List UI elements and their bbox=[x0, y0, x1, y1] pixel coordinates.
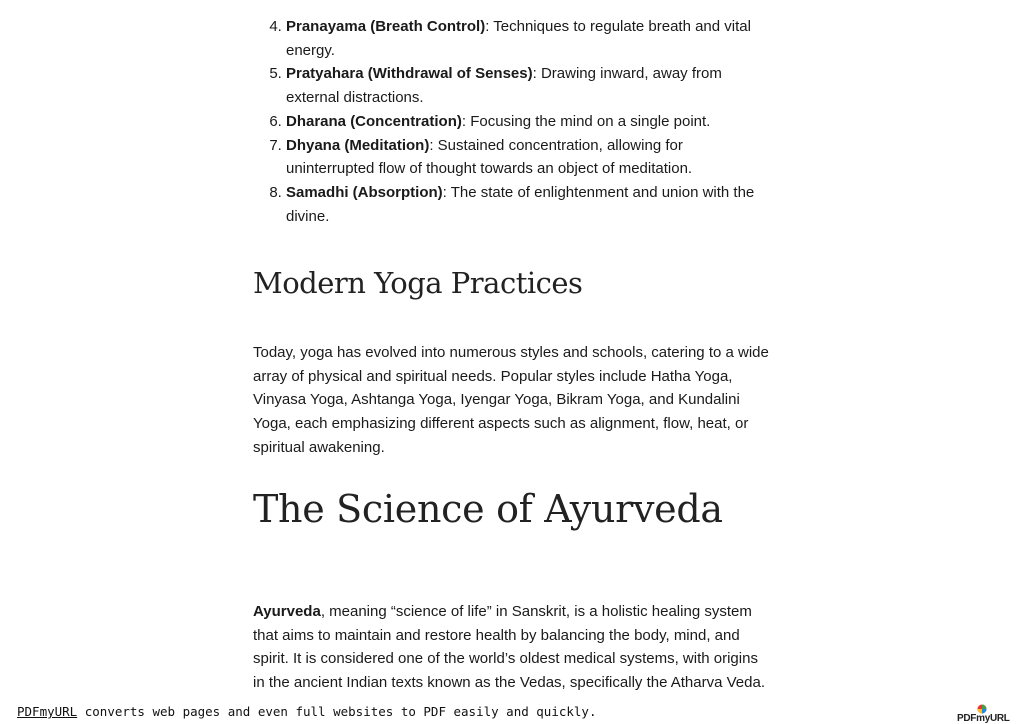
list-item bbox=[286, 134, 773, 181]
list-item-term: Samadhi (Absorption) bbox=[286, 183, 443, 201]
list-item-description: : Techniques to regulate breath and vital energy. bbox=[286, 18, 751, 59]
modern-yoga-paragraph: Today, yoga has evolved into numerous styles and schools, catering to a wide array of physical and spiritual needs. Popular styles include Hatha Yoga, Vinyasa Yoga, Ashtanga Yoga, Iyengar Yoga, Bikram Yoga, and Kundalini Yoga, each emphasizing different aspects such as alignment, flow, heat, or spiritual awakening. bbox=[253, 344, 769, 456]
footer-text: converts web pages and even full websites to PDF easily and quickly. bbox=[77, 704, 597, 719]
list-item-description: : Sustained concentration, allowing for uninterrupted flow of thought towards an object of meditation. bbox=[286, 136, 693, 178]
list-item-term: Dharana (Concentration) bbox=[286, 112, 462, 130]
logo-text: PDFmyURL bbox=[957, 713, 1010, 724]
list-item-description: : The state of enlightenment and union with the divine. bbox=[286, 183, 755, 225]
list-item bbox=[286, 15, 773, 62]
list-item bbox=[286, 62, 773, 109]
ayurveda-paragraph bbox=[253, 600, 773, 695]
pdf-footer bbox=[17, 704, 597, 719]
list-item-description: : Focusing the mind on a single point. bbox=[461, 112, 711, 130]
ayurveda-term: Ayurveda bbox=[253, 603, 321, 620]
pdfmyurl-logo[interactable] bbox=[957, 704, 1010, 724]
list-item bbox=[286, 110, 773, 134]
list-item-term: Pratyahara (Withdrawal of Senses) bbox=[286, 65, 533, 83]
list-item-description: : Drawing inward, away from external distractions. bbox=[286, 65, 722, 107]
pdfmyurl-link[interactable]: PDFmyURL bbox=[17, 704, 78, 719]
modern-yoga-heading: Modern Yoga Practices bbox=[253, 266, 583, 300]
list-item bbox=[286, 181, 773, 228]
ayurveda-heading: The Science of Ayurveda bbox=[253, 487, 723, 531]
ayurveda-description: , meaning “science of life” in Sanskrit, is a holistic healing system that aims to maintain and restore health by balancing the body, mind, and spirit. It is considered one of the world’s oldest medical systems, with origins in the ancient Indian texts known as the Vedas, specifically the Atharva Veda. bbox=[253, 603, 765, 692]
eight-limbs-list bbox=[253, 15, 773, 228]
list-item-term: Pranayama (Breath Control) bbox=[286, 18, 486, 35]
list-item-term: Dhyana (Meditation) bbox=[286, 136, 430, 154]
